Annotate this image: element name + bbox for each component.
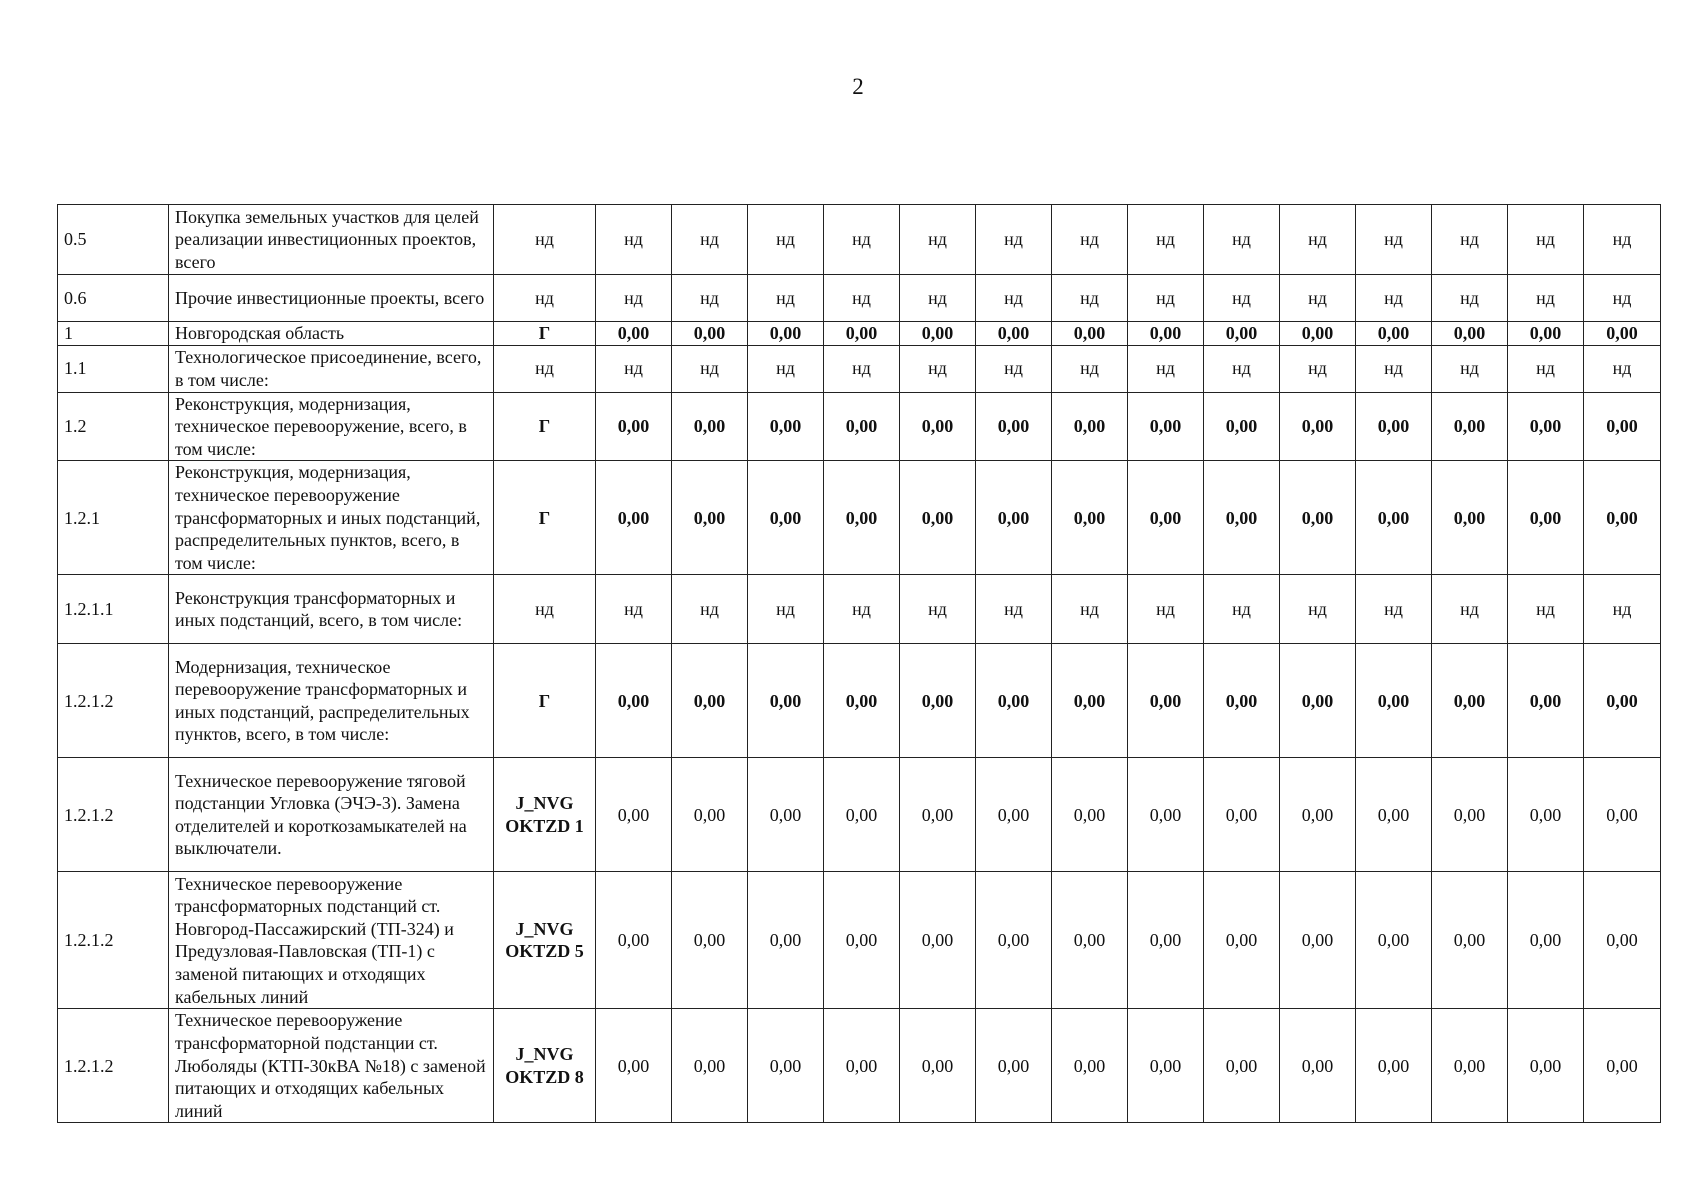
value-cell: 0,00 bbox=[1128, 872, 1204, 1009]
value-cell: 0,00 bbox=[672, 1009, 748, 1123]
value-cell: 0,00 bbox=[900, 392, 976, 461]
row-code: Г bbox=[494, 644, 596, 758]
value-cell: 0,00 bbox=[1128, 392, 1204, 461]
value-cell: нд bbox=[1508, 575, 1584, 644]
value-cell: нд bbox=[1280, 345, 1356, 392]
row-code: Г bbox=[494, 322, 596, 346]
value-cell: 0,00 bbox=[1356, 392, 1432, 461]
row-name: Техническое перевооружение тяговой подстанции Угловка (ЭЧЭ-3). Замена отделителей и короткозамыкателей на выключатели. bbox=[169, 758, 494, 872]
value-cell: 0,00 bbox=[596, 644, 672, 758]
value-cell: 0,00 bbox=[1052, 644, 1128, 758]
value-cell: 0,00 bbox=[1204, 392, 1280, 461]
table-row bbox=[58, 1009, 1661, 1123]
value-cell: 0,00 bbox=[1128, 322, 1204, 346]
row-number: 1.2.1.2 bbox=[58, 644, 169, 758]
value-cell: нд bbox=[976, 205, 1052, 275]
value-cell: нд bbox=[1280, 205, 1356, 275]
value-cell: 0,00 bbox=[1204, 872, 1280, 1009]
value-cell: нд bbox=[1128, 575, 1204, 644]
table-row bbox=[58, 758, 1661, 872]
value-cell: 0,00 bbox=[1280, 872, 1356, 1009]
row-code: нд bbox=[494, 205, 596, 275]
value-cell: 0,00 bbox=[596, 872, 672, 1009]
row-number: 1.2.1.2 bbox=[58, 1009, 169, 1123]
investment-table bbox=[57, 204, 1661, 1123]
row-code: J_NVG OKTZD 8 bbox=[494, 1009, 596, 1123]
value-cell: нд bbox=[1432, 205, 1508, 275]
value-cell: 0,00 bbox=[672, 644, 748, 758]
value-cell: нд bbox=[672, 345, 748, 392]
value-cell: 0,00 bbox=[900, 1009, 976, 1123]
value-cell: нд bbox=[1584, 275, 1661, 322]
value-cell: 0,00 bbox=[1128, 644, 1204, 758]
value-cell: 0,00 bbox=[672, 461, 748, 575]
value-cell: нд bbox=[1508, 275, 1584, 322]
value-cell: 0,00 bbox=[1432, 644, 1508, 758]
value-cell: нд bbox=[748, 345, 824, 392]
value-cell: 0,00 bbox=[1280, 322, 1356, 346]
value-cell: 0,00 bbox=[976, 758, 1052, 872]
value-cell: 0,00 bbox=[1280, 644, 1356, 758]
value-cell: нд bbox=[824, 275, 900, 322]
row-number: 1.2.1.1 bbox=[58, 575, 169, 644]
row-name: Реконструкция, модернизация, техническое перевооружение трансформаторных и иных подстанций, распределительных пунктов, всего, в том числе: bbox=[169, 461, 494, 575]
value-cell: нд bbox=[748, 275, 824, 322]
value-cell: 0,00 bbox=[824, 872, 900, 1009]
value-cell: нд bbox=[1356, 205, 1432, 275]
value-cell: нд bbox=[596, 205, 672, 275]
row-number: 0.5 bbox=[58, 205, 169, 275]
value-cell: нд bbox=[1204, 575, 1280, 644]
value-cell: 0,00 bbox=[1584, 322, 1661, 346]
value-cell: 0,00 bbox=[1204, 644, 1280, 758]
value-cell: нд bbox=[596, 345, 672, 392]
value-cell: 0,00 bbox=[1508, 644, 1584, 758]
value-cell: нд bbox=[672, 575, 748, 644]
value-cell: нд bbox=[672, 275, 748, 322]
row-name: Техническое перевооружение трансформаторной подстанции ст. Люболяды (КТП-30кВА №18) с заменой питающих и отходящих кабельных линий bbox=[169, 1009, 494, 1123]
value-cell: 0,00 bbox=[672, 392, 748, 461]
table-row bbox=[58, 205, 1661, 275]
row-number: 1.2 bbox=[58, 392, 169, 461]
value-cell: нд bbox=[1432, 575, 1508, 644]
value-cell: 0,00 bbox=[1356, 644, 1432, 758]
value-cell: нд bbox=[900, 275, 976, 322]
value-cell: нд bbox=[824, 575, 900, 644]
value-cell: нд bbox=[900, 345, 976, 392]
page-number: 2 bbox=[852, 74, 864, 99]
table-row bbox=[58, 644, 1661, 758]
value-cell: нд bbox=[596, 575, 672, 644]
value-cell: 0,00 bbox=[748, 461, 824, 575]
table-row bbox=[58, 461, 1661, 575]
value-cell: 0,00 bbox=[748, 392, 824, 461]
value-cell: 0,00 bbox=[900, 461, 976, 575]
value-cell: 0,00 bbox=[824, 322, 900, 346]
value-cell: нд bbox=[1356, 575, 1432, 644]
row-number: 1.2.1.2 bbox=[58, 758, 169, 872]
value-cell: 0,00 bbox=[1508, 1009, 1584, 1123]
value-cell: 0,00 bbox=[1584, 872, 1661, 1009]
value-cell: нд bbox=[1052, 345, 1128, 392]
row-number: 1.2.1 bbox=[58, 461, 169, 575]
value-cell: нд bbox=[976, 575, 1052, 644]
value-cell: нд bbox=[1432, 345, 1508, 392]
row-code: нд bbox=[494, 275, 596, 322]
value-cell: 0,00 bbox=[1280, 461, 1356, 575]
value-cell: нд bbox=[1128, 345, 1204, 392]
row-code: J_NVG OKTZD 5 bbox=[494, 872, 596, 1009]
value-cell: 0,00 bbox=[596, 322, 672, 346]
value-cell: 0,00 bbox=[1280, 758, 1356, 872]
value-cell: 0,00 bbox=[672, 872, 748, 1009]
row-number: 1.2.1.2 bbox=[58, 872, 169, 1009]
value-cell: нд bbox=[1052, 205, 1128, 275]
value-cell: 0,00 bbox=[1584, 644, 1661, 758]
value-cell: 0,00 bbox=[1432, 461, 1508, 575]
value-cell: нд bbox=[1356, 345, 1432, 392]
value-cell: 0,00 bbox=[1508, 322, 1584, 346]
value-cell: 0,00 bbox=[1052, 1009, 1128, 1123]
value-cell: нд bbox=[1204, 275, 1280, 322]
value-cell: 0,00 bbox=[1584, 758, 1661, 872]
value-cell: 0,00 bbox=[1052, 758, 1128, 872]
value-cell: нд bbox=[596, 275, 672, 322]
row-code: J_NVG OKTZD 1 bbox=[494, 758, 596, 872]
row-name: Реконструкция трансформаторных и иных подстанций, всего, в том числе: bbox=[169, 575, 494, 644]
value-cell: 0,00 bbox=[1356, 758, 1432, 872]
value-cell: 0,00 bbox=[672, 322, 748, 346]
value-cell: 0,00 bbox=[1584, 1009, 1661, 1123]
value-cell: 0,00 bbox=[1356, 872, 1432, 1009]
value-cell: 0,00 bbox=[976, 644, 1052, 758]
value-cell: 0,00 bbox=[748, 1009, 824, 1123]
value-cell: 0,00 bbox=[824, 461, 900, 575]
value-cell: 0,00 bbox=[1280, 1009, 1356, 1123]
value-cell: 0,00 bbox=[1508, 758, 1584, 872]
value-cell: 0,00 bbox=[900, 322, 976, 346]
value-cell: нд bbox=[1128, 275, 1204, 322]
value-cell: нд bbox=[824, 345, 900, 392]
value-cell: нд bbox=[824, 205, 900, 275]
row-number: 1 bbox=[58, 322, 169, 346]
row-name: Модернизация, техническое перевооружение трансформаторных и иных подстанций, распределительных пунктов, всего, в том числе: bbox=[169, 644, 494, 758]
value-cell: нд bbox=[672, 205, 748, 275]
value-cell: 0,00 bbox=[1052, 392, 1128, 461]
value-cell: 0,00 bbox=[748, 644, 824, 758]
value-cell: нд bbox=[1204, 345, 1280, 392]
value-cell: 0,00 bbox=[1052, 322, 1128, 346]
value-cell: 0,00 bbox=[1508, 872, 1584, 1009]
value-cell: 0,00 bbox=[1584, 392, 1661, 461]
value-cell: 0,00 bbox=[596, 758, 672, 872]
row-name: Техническое перевооружение трансформаторных подстанций ст. Новгород-Пассажирский (ТП-324) и Предузловая-Павловская (ТП-1) с заменой питающих и отходящих кабельных линий bbox=[169, 872, 494, 1009]
value-cell: 0,00 bbox=[1204, 461, 1280, 575]
table-row bbox=[58, 345, 1661, 392]
value-cell: 0,00 bbox=[900, 872, 976, 1009]
value-cell: нд bbox=[1280, 575, 1356, 644]
value-cell: 0,00 bbox=[1508, 461, 1584, 575]
row-name: Новгородская область bbox=[169, 322, 494, 346]
value-cell: нд bbox=[1280, 275, 1356, 322]
value-cell: нд bbox=[1584, 345, 1661, 392]
value-cell: 0,00 bbox=[976, 872, 1052, 1009]
value-cell: 0,00 bbox=[1508, 392, 1584, 461]
value-cell: 0,00 bbox=[1432, 872, 1508, 1009]
value-cell: 0,00 bbox=[1432, 322, 1508, 346]
value-cell: 0,00 bbox=[976, 1009, 1052, 1123]
value-cell: 0,00 bbox=[1584, 461, 1661, 575]
value-cell: 0,00 bbox=[1128, 461, 1204, 575]
value-cell: 0,00 bbox=[824, 644, 900, 758]
value-cell: 0,00 bbox=[1356, 1009, 1432, 1123]
value-cell: 0,00 bbox=[824, 392, 900, 461]
value-cell: 0,00 bbox=[596, 461, 672, 575]
value-cell: нд bbox=[1052, 275, 1128, 322]
value-cell: 0,00 bbox=[1356, 322, 1432, 346]
value-cell: нд bbox=[1584, 205, 1661, 275]
value-cell: 0,00 bbox=[1356, 461, 1432, 575]
row-name: Покупка земельных участков для целей реализации инвестиционных проектов, всего bbox=[169, 205, 494, 275]
value-cell: 0,00 bbox=[976, 322, 1052, 346]
value-cell: 0,00 bbox=[596, 1009, 672, 1123]
value-cell: 0,00 bbox=[824, 1009, 900, 1123]
value-cell: 0,00 bbox=[1052, 872, 1128, 1009]
value-cell: нд bbox=[1356, 275, 1432, 322]
row-name: Реконструкция, модернизация, техническое перевооружение, всего, в том числе: bbox=[169, 392, 494, 461]
value-cell: 0,00 bbox=[1432, 392, 1508, 461]
row-code: нд bbox=[494, 345, 596, 392]
value-cell: нд bbox=[1204, 205, 1280, 275]
table-row bbox=[58, 872, 1661, 1009]
value-cell: 0,00 bbox=[1432, 1009, 1508, 1123]
value-cell: нд bbox=[1508, 345, 1584, 392]
value-cell: 0,00 bbox=[596, 392, 672, 461]
value-cell: нд bbox=[900, 205, 976, 275]
table-row bbox=[58, 322, 1661, 346]
value-cell: 0,00 bbox=[900, 644, 976, 758]
value-cell: 0,00 bbox=[672, 758, 748, 872]
value-cell: 0,00 bbox=[748, 322, 824, 346]
value-cell: нд bbox=[748, 575, 824, 644]
value-cell: 0,00 bbox=[976, 461, 1052, 575]
value-cell: 0,00 bbox=[1280, 392, 1356, 461]
value-cell: нд bbox=[1508, 205, 1584, 275]
value-cell: 0,00 bbox=[1432, 758, 1508, 872]
value-cell: нд bbox=[1432, 275, 1508, 322]
value-cell: 0,00 bbox=[1128, 1009, 1204, 1123]
table-row bbox=[58, 392, 1661, 461]
value-cell: 0,00 bbox=[1204, 322, 1280, 346]
table-row bbox=[58, 275, 1661, 322]
row-name: Прочие инвестиционные проекты, всего bbox=[169, 275, 494, 322]
value-cell: нд bbox=[976, 345, 1052, 392]
value-cell: 0,00 bbox=[900, 758, 976, 872]
value-cell: 0,00 bbox=[748, 872, 824, 1009]
value-cell: 0,00 bbox=[824, 758, 900, 872]
value-cell: нд bbox=[748, 205, 824, 275]
value-cell: нд bbox=[1128, 205, 1204, 275]
row-number: 1.1 bbox=[58, 345, 169, 392]
value-cell: 0,00 bbox=[1204, 758, 1280, 872]
value-cell: 0,00 bbox=[748, 758, 824, 872]
value-cell: 0,00 bbox=[1128, 758, 1204, 872]
table-row bbox=[58, 575, 1661, 644]
value-cell: нд bbox=[1052, 575, 1128, 644]
row-code: Г bbox=[494, 461, 596, 575]
value-cell: 0,00 bbox=[976, 392, 1052, 461]
row-name: Технологическое присоединение, всего, в том числе: bbox=[169, 345, 494, 392]
row-code: Г bbox=[494, 392, 596, 461]
value-cell: 0,00 bbox=[1204, 1009, 1280, 1123]
value-cell: нд bbox=[1584, 575, 1661, 644]
value-cell: нд bbox=[900, 575, 976, 644]
value-cell: нд bbox=[976, 275, 1052, 322]
value-cell: 0,00 bbox=[1052, 461, 1128, 575]
row-code: нд bbox=[494, 575, 596, 644]
row-number: 0.6 bbox=[58, 275, 169, 322]
